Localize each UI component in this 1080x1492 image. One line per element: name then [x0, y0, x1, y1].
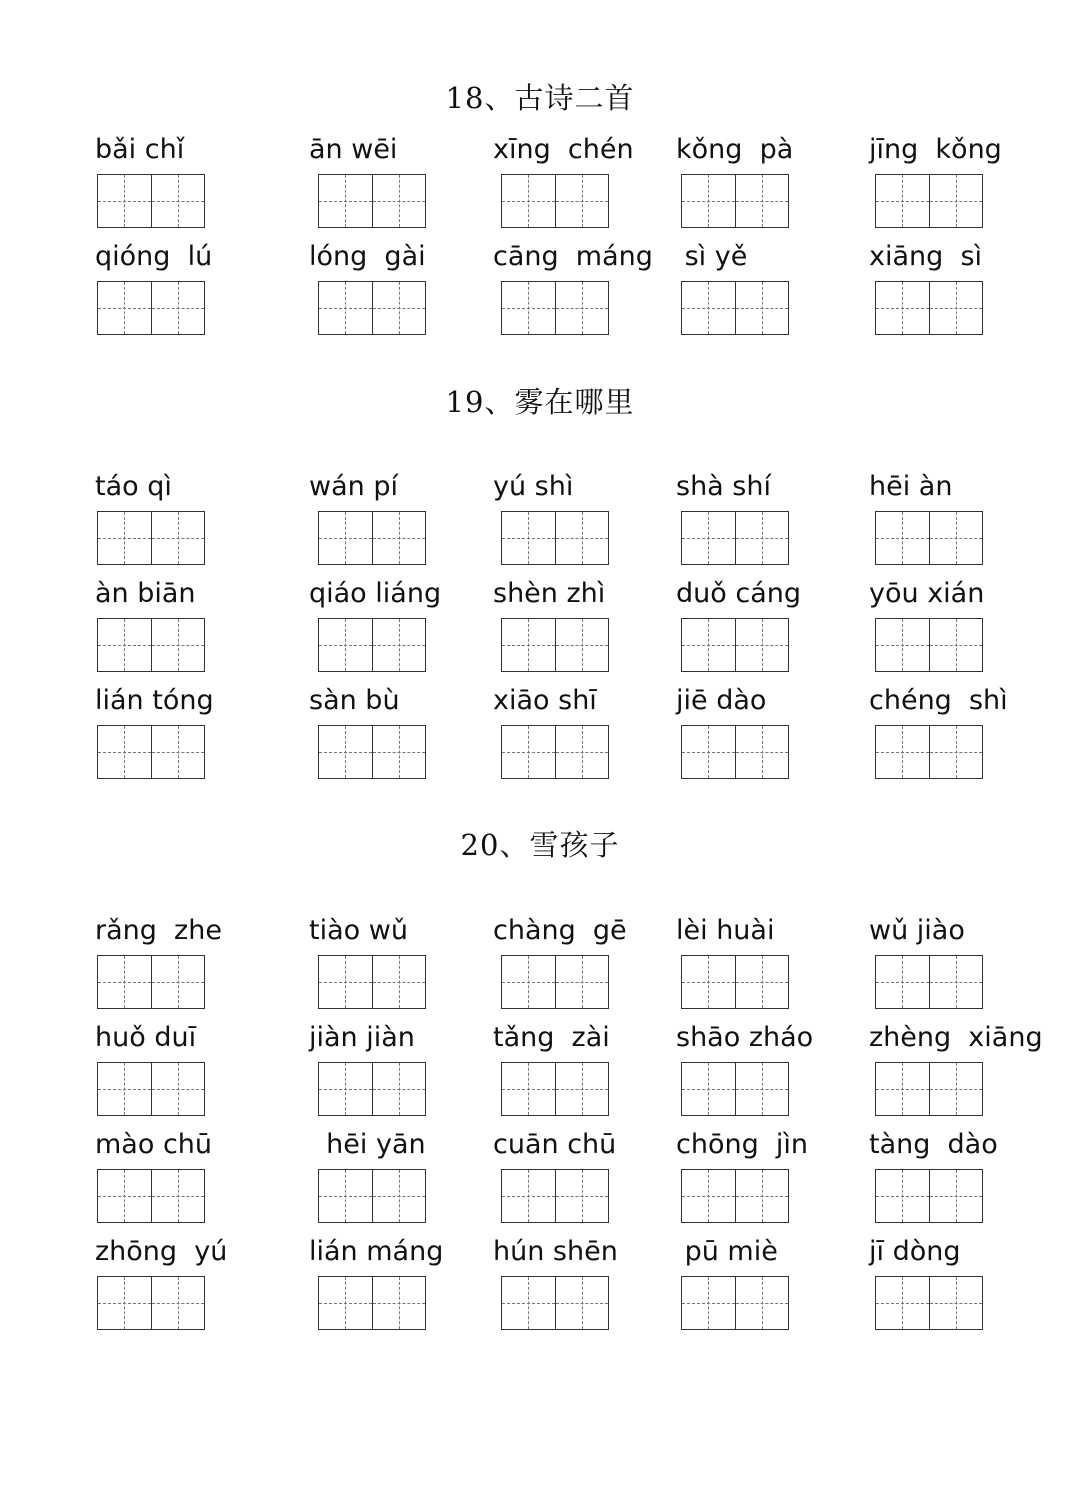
character-cell[interactable] [98, 956, 151, 1008]
writing-grid[interactable] [681, 1276, 789, 1330]
word-row [0, 134, 1080, 244]
character-cell[interactable] [98, 282, 151, 334]
character-cell[interactable] [98, 1063, 151, 1115]
pinyin-label: jīng kǒng [869, 134, 1002, 165]
pinyin-label: duǒ cáng [676, 578, 801, 609]
character-cell[interactable] [98, 1277, 151, 1329]
character-cell[interactable] [682, 175, 735, 227]
pinyin-label: tǎng zài [493, 1022, 610, 1053]
pinyin-label: lèi huài [676, 915, 775, 946]
pinyin-label: shāo zháo [676, 1022, 814, 1053]
character-cell[interactable] [372, 512, 426, 564]
pinyin-label: chōng jìn [676, 1129, 809, 1160]
writing-grid[interactable] [875, 955, 983, 1009]
character-cell[interactable] [735, 175, 789, 227]
writing-grid[interactable] [97, 1276, 205, 1330]
pinyin-label: wǔ jiào [869, 915, 965, 946]
character-cell[interactable] [929, 1170, 983, 1222]
word-row [0, 685, 1080, 795]
pinyin-label: xīng chén [493, 134, 634, 165]
writing-grid[interactable] [318, 955, 426, 1009]
character-cell[interactable] [319, 956, 372, 1008]
section-title: 19、雾在哪里 [445, 385, 635, 419]
character-cell[interactable] [151, 282, 205, 334]
character-cell[interactable] [151, 175, 205, 227]
pinyin-label: xiāng sì [869, 241, 983, 272]
character-cell[interactable] [151, 1170, 205, 1222]
character-cell[interactable] [735, 282, 789, 334]
pinyin-label: rǎng zhe [95, 915, 222, 946]
character-cell[interactable] [876, 1277, 929, 1329]
pinyin-label: cāng máng [493, 241, 653, 272]
writing-grid[interactable] [318, 281, 426, 335]
pinyin-label: jiàn jiàn [309, 1022, 415, 1053]
pinyin-label: yōu xián [869, 578, 985, 609]
pinyin-label: qióng lú [95, 241, 213, 272]
writing-grid[interactable] [501, 511, 609, 565]
character-cell[interactable] [98, 726, 151, 778]
character-cell[interactable] [682, 1170, 735, 1222]
character-cell[interactable] [319, 726, 372, 778]
writing-grid[interactable] [681, 725, 789, 779]
character-cell[interactable] [876, 1063, 929, 1115]
character-cell[interactable] [735, 512, 789, 564]
pinyin-label: lóng gài [309, 241, 426, 272]
character-cell[interactable] [682, 512, 735, 564]
writing-grid[interactable] [501, 955, 609, 1009]
character-cell[interactable] [555, 1170, 609, 1222]
pinyin-label: jiē dào [676, 685, 767, 716]
pinyin-label: chéng shì [869, 685, 1008, 716]
writing-grid[interactable] [501, 618, 609, 672]
pinyin-label: táo qì [95, 471, 172, 502]
character-cell[interactable] [929, 512, 983, 564]
character-cell[interactable] [876, 1170, 929, 1222]
character-cell[interactable] [555, 1063, 609, 1115]
writing-grid[interactable] [681, 511, 789, 565]
character-cell[interactable] [98, 619, 151, 671]
writing-grid[interactable] [318, 1169, 426, 1223]
pinyin-label: ān wēi [309, 134, 398, 165]
character-cell[interactable] [682, 956, 735, 1008]
character-cell[interactable] [372, 1277, 426, 1329]
character-cell[interactable] [555, 175, 609, 227]
character-cell[interactable] [555, 619, 609, 671]
writing-grid[interactable] [318, 1276, 426, 1330]
character-cell[interactable] [372, 1063, 426, 1115]
writing-grid[interactable] [875, 511, 983, 565]
writing-grid[interactable] [501, 174, 609, 228]
character-cell[interactable] [555, 282, 609, 334]
pinyin-label: kǒng pà [676, 134, 794, 165]
writing-grid[interactable] [318, 511, 426, 565]
writing-grid[interactable] [875, 281, 983, 335]
pinyin-label: jī dòng [869, 1236, 961, 1267]
writing-grid[interactable] [318, 618, 426, 672]
character-cell[interactable] [151, 956, 205, 1008]
character-cell[interactable] [319, 175, 372, 227]
writing-grid[interactable] [681, 281, 789, 335]
character-cell[interactable] [372, 619, 426, 671]
writing-grid[interactable] [681, 618, 789, 672]
section-title: 18、古诗二首 [445, 81, 635, 115]
pinyin-label: sì yě [676, 241, 748, 272]
writing-grid[interactable] [501, 725, 609, 779]
character-cell[interactable] [319, 1277, 372, 1329]
character-cell[interactable] [151, 619, 205, 671]
word-row [0, 471, 1080, 581]
writing-grid[interactable] [97, 511, 205, 565]
word-row [0, 578, 1080, 688]
pinyin-label: huǒ duī [95, 1022, 197, 1053]
writing-grid[interactable] [681, 955, 789, 1009]
character-cell[interactable] [372, 175, 426, 227]
character-cell[interactable] [682, 1063, 735, 1115]
character-cell[interactable] [735, 1170, 789, 1222]
character-cell[interactable] [151, 1277, 205, 1329]
word-row [0, 1129, 1080, 1239]
character-cell[interactable] [502, 956, 555, 1008]
pinyin-label: cuān chū [493, 1129, 617, 1160]
character-cell[interactable] [319, 512, 372, 564]
pinyin-label: shà shí [676, 471, 771, 502]
character-cell[interactable] [735, 1063, 789, 1115]
character-cell[interactable] [502, 282, 555, 334]
word-row [0, 241, 1080, 351]
character-cell[interactable] [929, 1277, 983, 1329]
writing-grid[interactable] [97, 955, 205, 1009]
writing-grid[interactable] [501, 1169, 609, 1223]
writing-grid[interactable] [875, 1276, 983, 1330]
writing-grid[interactable] [318, 725, 426, 779]
character-cell[interactable] [502, 619, 555, 671]
character-cell[interactable] [319, 1063, 372, 1115]
character-cell[interactable] [98, 512, 151, 564]
writing-grid[interactable] [318, 174, 426, 228]
writing-grid[interactable] [97, 1169, 205, 1223]
character-cell[interactable] [502, 726, 555, 778]
word-row [0, 915, 1080, 1025]
pinyin-label: qiáo liáng [309, 578, 442, 609]
writing-grid[interactable] [97, 618, 205, 672]
character-cell[interactable] [929, 1063, 983, 1115]
character-cell[interactable] [555, 956, 609, 1008]
character-cell[interactable] [735, 1277, 789, 1329]
writing-grid[interactable] [97, 281, 205, 335]
writing-grid[interactable] [318, 1062, 426, 1116]
writing-grid[interactable] [875, 618, 983, 672]
pinyin-label: tàng dào [869, 1129, 998, 1160]
writing-grid[interactable] [97, 725, 205, 779]
character-cell[interactable] [682, 619, 735, 671]
character-cell[interactable] [372, 956, 426, 1008]
character-cell[interactable] [98, 1170, 151, 1222]
character-cell[interactable] [555, 512, 609, 564]
writing-grid[interactable] [875, 1062, 983, 1116]
writing-grid[interactable] [97, 1062, 205, 1116]
writing-grid[interactable] [681, 1169, 789, 1223]
writing-grid[interactable] [875, 725, 983, 779]
character-cell[interactable] [151, 1063, 205, 1115]
writing-grid[interactable] [501, 1276, 609, 1330]
character-cell[interactable] [502, 1170, 555, 1222]
character-cell[interactable] [555, 726, 609, 778]
character-cell[interactable] [372, 282, 426, 334]
pinyin-label: hún shēn [493, 1236, 618, 1267]
character-cell[interactable] [502, 1063, 555, 1115]
character-cell[interactable] [929, 956, 983, 1008]
character-cell[interactable] [98, 175, 151, 227]
character-cell[interactable] [682, 1277, 735, 1329]
character-cell[interactable] [682, 282, 735, 334]
pinyin-label: chàng gē [493, 915, 627, 946]
character-cell[interactable] [555, 1277, 609, 1329]
pinyin-label: wán pí [309, 471, 398, 502]
word-row [0, 1236, 1080, 1346]
pinyin-label: zhōng yú [95, 1236, 228, 1267]
character-cell[interactable] [319, 282, 372, 334]
pinyin-label: mào chū [95, 1129, 213, 1160]
character-cell[interactable] [876, 726, 929, 778]
pinyin-label: sàn bù [309, 685, 400, 716]
pinyin-label: pū miè [676, 1236, 778, 1267]
pinyin-label: lián máng [309, 1236, 444, 1267]
writing-grid[interactable] [501, 1062, 609, 1116]
character-cell[interactable] [372, 726, 426, 778]
character-cell[interactable] [502, 175, 555, 227]
character-cell[interactable] [151, 512, 205, 564]
character-cell[interactable] [319, 1170, 372, 1222]
character-cell[interactable] [682, 726, 735, 778]
word-row [0, 1022, 1080, 1132]
character-cell[interactable] [735, 619, 789, 671]
character-cell[interactable] [929, 726, 983, 778]
pinyin-label: hēi àn [869, 471, 953, 502]
pinyin-label: shèn zhì [493, 578, 606, 609]
writing-grid[interactable] [681, 174, 789, 228]
character-cell[interactable] [929, 175, 983, 227]
pinyin-label: zhèng xiāng [869, 1022, 1043, 1053]
pinyin-label: àn biān [95, 578, 196, 609]
character-cell[interactable] [502, 1277, 555, 1329]
writing-grid[interactable] [501, 281, 609, 335]
character-cell[interactable] [502, 512, 555, 564]
pinyin-label: xiāo shī [493, 685, 597, 716]
section-title: 20、雪孩子 [460, 828, 620, 862]
character-cell[interactable] [876, 956, 929, 1008]
character-cell[interactable] [319, 619, 372, 671]
character-cell[interactable] [876, 282, 929, 334]
character-cell[interactable] [876, 512, 929, 564]
pinyin-label: lián tóng [95, 685, 214, 716]
pinyin-label: tiào wǔ [309, 915, 408, 946]
character-cell[interactable] [929, 282, 983, 334]
writing-grid[interactable] [875, 174, 983, 228]
pinyin-label: yú shì [493, 471, 574, 502]
character-cell[interactable] [735, 956, 789, 1008]
character-cell[interactable] [151, 726, 205, 778]
character-cell[interactable] [372, 1170, 426, 1222]
character-cell[interactable] [929, 619, 983, 671]
writing-grid[interactable] [97, 174, 205, 228]
character-cell[interactable] [876, 175, 929, 227]
writing-grid[interactable] [681, 1062, 789, 1116]
pinyin-label: bǎi chǐ [95, 134, 185, 165]
character-cell[interactable] [876, 619, 929, 671]
writing-grid[interactable] [875, 1169, 983, 1223]
character-cell[interactable] [735, 726, 789, 778]
pinyin-label: hēi yān [309, 1129, 426, 1160]
